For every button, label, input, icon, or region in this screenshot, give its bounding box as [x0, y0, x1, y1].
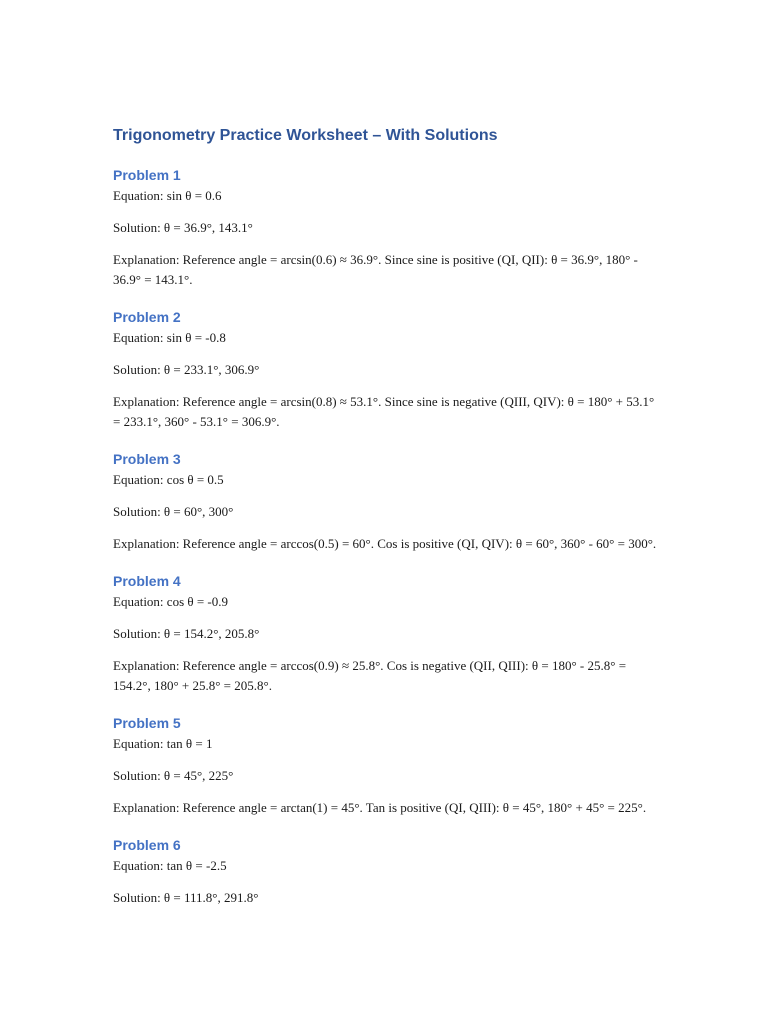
- explanation-text: Explanation: Reference angle = arccos(0.9) ≈ 25.8°. Cos is negative (QII, QIII): θ = 180° - 25.8° = 154.2°, 180° + 25.8° = 205.8°.: [113, 658, 627, 693]
- explanation-text: Explanation: Reference angle = arcsin(0.8) ≈ 53.1°. Since sine is negative (QIII, QIV): θ = 180° + 53.1° = 233.1°, 360° - 53.1° = 306.9°.: [113, 394, 655, 429]
- problem-heading: Problem 6: [113, 837, 181, 853]
- equation-text: Equation: tan θ = 1: [113, 736, 213, 751]
- problem-section: [113, 164, 658, 290]
- solution-text: Solution: θ = 154.2°, 205.8°: [113, 626, 260, 641]
- solution-text: Solution: θ = 111.8°, 291.8°: [113, 890, 259, 905]
- explanation-text: Explanation: Reference angle = arctan(1) = 45°. Tan is positive (QI, QIII): θ = 45°, 180° + 45° = 225°.: [113, 800, 647, 815]
- equation-text: Equation: sin θ = -0.8: [113, 330, 226, 345]
- solution-text: Solution: θ = 60°, 300°: [113, 504, 234, 519]
- problem-section: [113, 570, 658, 696]
- solution-text: Solution: θ = 233.1°, 306.9°: [113, 362, 260, 377]
- problem-heading: Problem 1: [113, 167, 181, 183]
- problem-section: [113, 448, 658, 554]
- solution-text: Solution: θ = 36.9°, 143.1°: [113, 220, 253, 235]
- equation-text: Equation: cos θ = 0.5: [113, 472, 224, 487]
- problem-heading: Problem 3: [113, 451, 181, 467]
- problem-heading: Problem 5: [113, 715, 181, 731]
- document-page: [113, 124, 658, 908]
- problem-heading: Problem 2: [113, 309, 181, 325]
- equation-text: Equation: sin θ = 0.6: [113, 188, 222, 203]
- explanation-text: Explanation: Reference angle = arcsin(0.6) ≈ 36.9°. Since sine is positive (QI, QII): θ = 36.9°, 180° - 36.9° = 143.1°.: [113, 252, 638, 287]
- page-title: Trigonometry Practice Worksheet – With Solutions: [113, 127, 498, 144]
- explanation-text: Explanation: Reference angle = arccos(0.5) = 60°. Cos is positive (QI, QIV): θ = 60°, 360° - 60° = 300°.: [113, 536, 657, 551]
- problem-section: [113, 306, 658, 432]
- problem-section: [113, 712, 658, 818]
- equation-text: Equation: tan θ = -2.5: [113, 858, 227, 873]
- solution-text: Solution: θ = 45°, 225°: [113, 768, 234, 783]
- equation-text: Equation: cos θ = -0.9: [113, 594, 229, 609]
- problem-heading: Problem 4: [113, 573, 181, 589]
- problem-section: [113, 834, 658, 908]
